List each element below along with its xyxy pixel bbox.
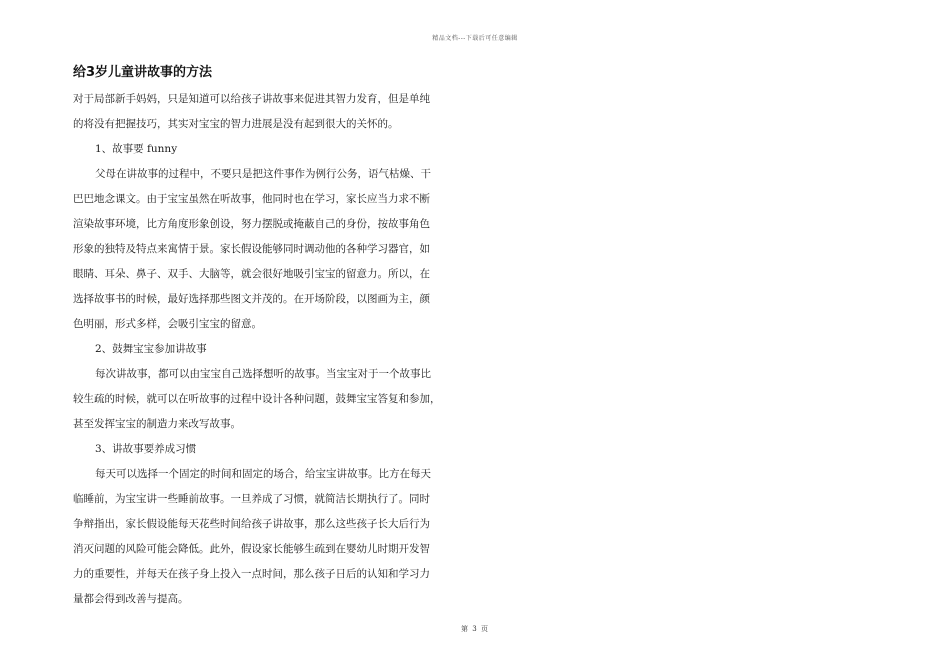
document-title: 给3岁儿童讲故事的方法 [73, 65, 213, 80]
paragraph-line: 消灭问题的风险可能会降低。此外，假设家长能够生疏到在婴幼儿时期开发智 [73, 543, 430, 555]
paragraph-line: 力的重要性，并每天在孩子身上投入一点时间，那么孩子日后的认知和学习力 [73, 568, 430, 580]
page-number: 第 3 页 [461, 625, 489, 633]
paragraph-line: 临睡前，为宝宝讲一些睡前故事。一旦养成了习惯，就简洁长期执行了。同时 [73, 493, 430, 505]
paragraph-line: 色明丽，形式多样，会吸引宝宝的留意。 [73, 318, 262, 330]
paragraph-line: 巴巴地念课文。由于宝宝虽然在听故事，他同时也在学习，家长应当力求不断 [73, 193, 430, 205]
paragraph-line: 争辩指出，家长假设能每天花些时间给孩子讲故事，那么这些孩子长大后行为 [73, 518, 430, 530]
paragraph-line: 较生疏的时候，就可以在听故事的过程中设计各种问题，鼓舞宝宝答复和参加， [73, 393, 441, 405]
section-3-paragraph [73, 462, 468, 612]
section-1-heading [73, 137, 468, 162]
paragraph-line: 选择故事书的时候，最好选择那些图文并茂的。在开场阶段，以图画为主，颜 [73, 293, 430, 305]
document-body [73, 64, 468, 612]
paragraph-line: 形象的独特及特点来寓情于景。家长假设能够同时调动他的各种学习器官，如 [73, 243, 430, 255]
section-2-heading [73, 337, 468, 362]
paragraph-line: 对于局部新手妈妈，只是知道可以给孩子讲故事来促进其智力发育，但是单纯 [73, 93, 430, 105]
paragraph-line: 每次讲故事，都可以由宝宝自己选择想听的故事。当宝宝对于一个故事比 [95, 368, 431, 380]
section-heading: 1、故事要 funny [95, 143, 178, 155]
page-header: 精品文档---下载后可任意编辑 [432, 35, 518, 42]
intro-paragraph [73, 87, 468, 137]
section-heading: 2、鼓舞宝宝参加讲故事 [95, 343, 207, 355]
section-3-heading [73, 437, 468, 462]
section-1-paragraph [73, 162, 468, 337]
paragraph-line: 的将没有把握技巧，其实对宝宝的智力进展是没有起到很大的关怀的。 [73, 118, 399, 130]
paragraph-line: 每天可以选择一个固定的时间和固定的场合，给宝宝讲故事。比方在每天 [95, 468, 431, 480]
section-2-paragraph [73, 362, 468, 437]
paragraph-line: 甚至发挥宝宝的制造力来改写故事。 [73, 418, 241, 430]
paragraph-line: 量都会得到改善与提高。 [73, 593, 189, 605]
section-heading: 3、讲故事要养成习惯 [95, 443, 197, 455]
paragraph-line: 眼睛、耳朵、鼻子、双手、大脑等，就会很好地吸引宝宝的留意力。所以，在 [73, 268, 430, 280]
paragraph-line: 渲染故事环境，比方角度形象创设，努力摆脱或掩蔽自己的身份，按故事角色 [73, 218, 430, 230]
paragraph-line: 父母在讲故事的过程中，不要只是把这件事作为例行公务，语气枯燥、干 [95, 168, 431, 180]
